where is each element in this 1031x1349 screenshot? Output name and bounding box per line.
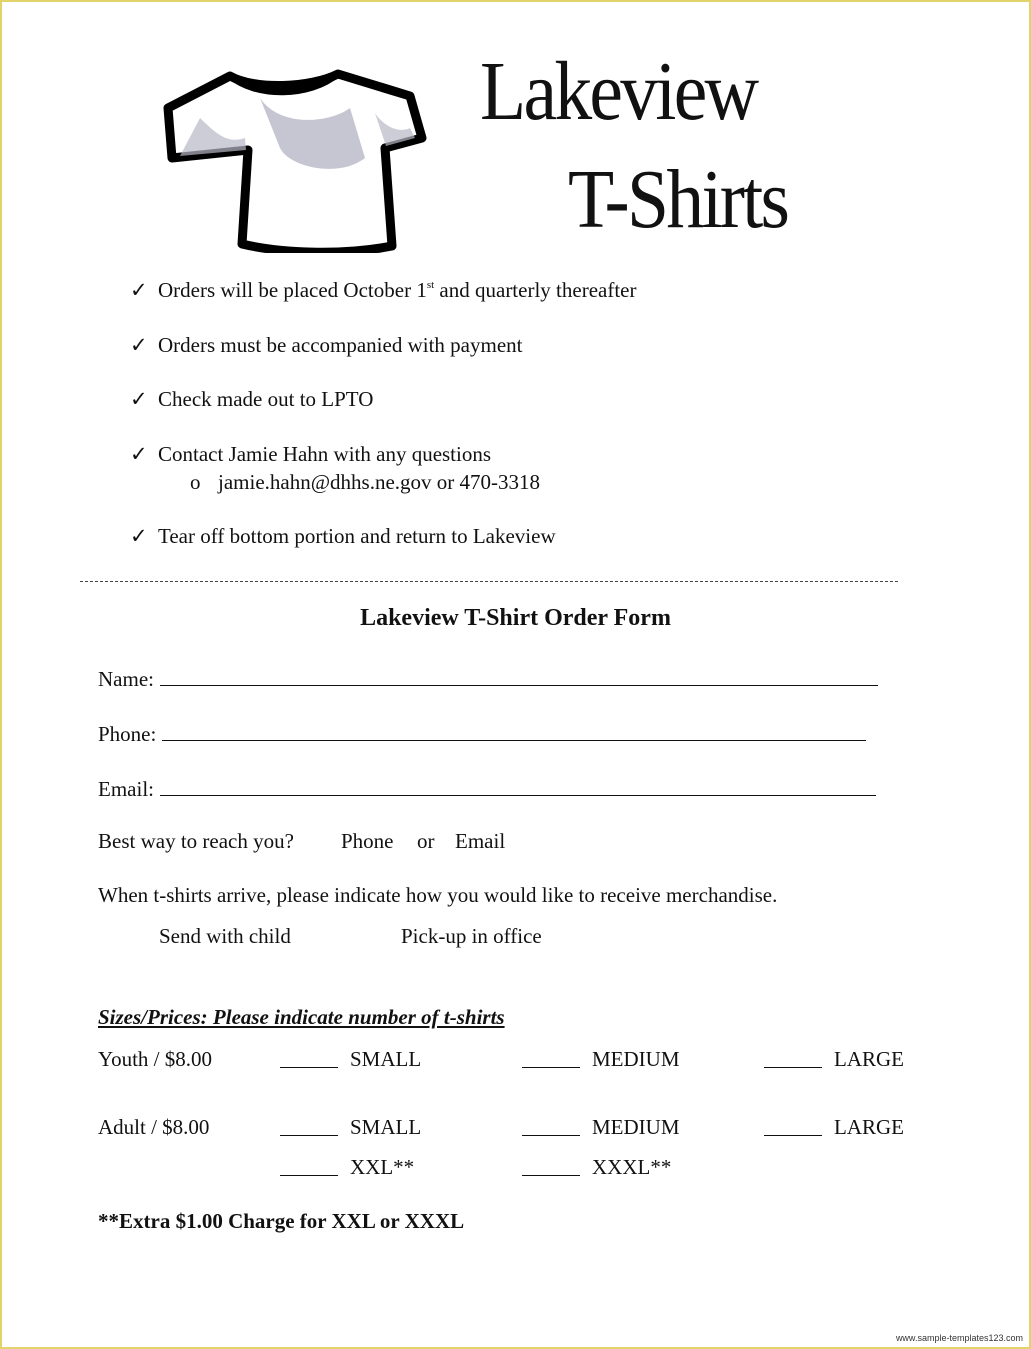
sub-bullet-icon: o [190,470,201,494]
receive-option-pickup[interactable]: Pick-up in office [401,924,542,948]
adult-xxxl-label: XXXL** [592,1155,672,1179]
adult-large-label: LARGE [834,1115,904,1139]
receive-question: When t-shirts arrive, please indicate how you would like to receive merchandise. [98,883,778,907]
adult-small-qty[interactable] [280,1135,338,1136]
name-input-line[interactable] [160,667,878,686]
title-line-2: T-Shirts [568,153,788,246]
youth-price-label: Youth / $8.00 [98,1047,212,1071]
form-title: Lakeview T-Shirt Order Form [360,605,671,631]
note-contact-details: o jamie.hahn@dhhs.ne.gov or 470-3318 [190,470,541,494]
reach-or: or [417,829,435,853]
name-label: Name: [98,667,154,691]
reach-option-phone[interactable]: Phone [341,829,394,853]
youth-large-label: LARGE [834,1047,904,1071]
watermark: www.sample-templates123.com [895,1333,1023,1343]
title-line-1: Lakeview [480,45,757,138]
name-field[interactable] [98,667,878,690]
tear-off-line [80,581,898,582]
youth-medium-label: MEDIUM [592,1047,680,1071]
youth-medium-qty[interactable] [522,1067,580,1068]
reach-question: Best way to reach you? [98,829,294,853]
email-input-line[interactable] [160,777,876,796]
email-label: Email: [98,777,154,801]
checkmark-icon: ✓ [130,442,148,466]
note-payment: ✓ Orders must be accompanied with payment [130,333,523,357]
sizes-heading: Sizes/Prices: Please indicate number of t-shirts [98,1005,505,1029]
checkmark-icon: ✓ [130,333,148,357]
adult-large-qty[interactable] [764,1135,822,1136]
youth-small-qty[interactable] [280,1067,338,1068]
checkmark-icon: ✓ [130,278,148,302]
phone-field[interactable] [98,722,866,745]
note-contact: ✓ Contact Jamie Hahn with any questions [130,442,492,466]
tshirt-icon [160,68,430,253]
note-check-payee: ✓ Check made out to LPTO [130,387,374,411]
youth-small-label: SMALL [350,1047,422,1071]
adult-medium-qty[interactable] [522,1135,580,1136]
youth-large-qty[interactable] [764,1067,822,1068]
phone-input-line[interactable] [162,722,866,741]
checkmark-icon: ✓ [130,524,148,548]
email-field[interactable] [98,777,876,800]
note-tear-off: ✓ Tear off bottom portion and return to Lakeview [130,524,556,548]
adult-small-label: SMALL [350,1115,422,1139]
adult-xxxl-qty[interactable] [522,1175,580,1176]
adult-xxl-label: XXL** [350,1155,415,1179]
checkmark-icon: ✓ [130,387,148,411]
receive-option-send-with-child[interactable]: Send with child [159,924,291,948]
extra-charge-note: **Extra $1.00 Charge for XXL or XXXL [98,1209,465,1233]
adult-xxl-qty[interactable] [280,1175,338,1176]
note-order-date: ✓ Orders will be placed October 1st and quarterly thereafter [130,278,637,302]
adult-price-label: Adult / $8.00 [98,1115,210,1139]
phone-label: Phone: [98,722,157,746]
adult-medium-label: MEDIUM [592,1115,680,1139]
reach-option-email[interactable]: Email [455,829,506,853]
